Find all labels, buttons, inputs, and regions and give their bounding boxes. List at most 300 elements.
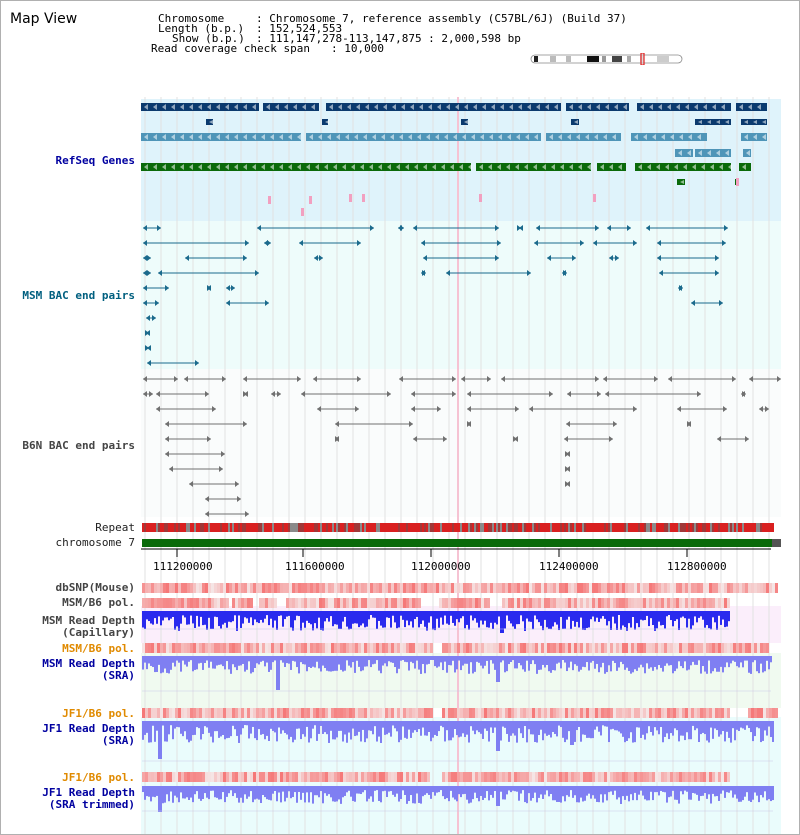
snp-heat-cell — [355, 772, 358, 782]
read-depth-bar — [248, 786, 250, 797]
read-depth-bar — [770, 656, 772, 662]
snp-heat-cell — [769, 583, 772, 593]
read-depth-bar — [454, 721, 456, 729]
track-label-jf1-depth-sra[interactable]: JF1 Read Depth — [42, 722, 135, 735]
read-depth-bar — [478, 656, 480, 663]
read-depth-bar — [476, 656, 478, 662]
read-depth-bar — [612, 721, 614, 729]
read-depth-bar — [594, 786, 596, 799]
track-label-refseq-genes[interactable]: RefSeq Genes — [55, 154, 135, 167]
read-depth-bar — [470, 611, 472, 615]
read-depth-bar — [366, 611, 368, 627]
read-depth-bar — [220, 786, 222, 799]
snp-heat-cell — [331, 643, 334, 653]
snp-heat-cell — [469, 583, 472, 593]
snp-heat-cell — [520, 598, 523, 608]
read-depth-bar — [582, 721, 584, 734]
read-depth-bar — [214, 721, 216, 731]
snp-heat-cell — [511, 708, 514, 718]
read-depth-bar — [230, 656, 232, 674]
snp-heat-cell — [460, 708, 463, 718]
snp-heat-cell — [316, 583, 319, 593]
snp-heat-cell — [397, 583, 400, 593]
read-depth-bar — [370, 786, 372, 796]
read-depth-bar — [524, 656, 526, 672]
snp-heat-cell — [340, 583, 343, 593]
snp-heat-cell — [277, 643, 280, 653]
read-depth-bar — [276, 611, 278, 630]
track-label-jf1-depth-trimmed[interactable]: JF1 Read Depth — [42, 786, 135, 799]
read-depth-bar — [166, 721, 168, 742]
read-depth-bar — [414, 656, 416, 669]
snp-heat-cell — [499, 772, 502, 782]
repeat-block — [656, 523, 658, 532]
snp-heat-cell — [346, 598, 349, 608]
snp-heat-cell — [709, 708, 712, 718]
read-depth-bar — [266, 786, 268, 799]
snp-heat-cell — [475, 708, 478, 718]
read-depth-bar — [266, 721, 268, 736]
repeat-block — [702, 523, 704, 532]
read-depth-bar — [754, 786, 756, 792]
snp-heat-cell — [157, 643, 160, 653]
read-depth-bar — [174, 656, 176, 667]
read-depth-bar — [766, 786, 768, 800]
read-depth-bar — [186, 786, 188, 797]
repeat-block — [598, 523, 600, 532]
snp-heat-cell — [286, 598, 289, 608]
read-depth-bar — [438, 721, 440, 731]
snp-heat-cell — [340, 643, 343, 653]
snp-heat-cell — [466, 598, 469, 608]
snp-heat-cell — [439, 598, 442, 608]
snp-heat-cell — [604, 598, 607, 608]
snp-heat-cell — [412, 598, 415, 608]
read-depth-bar — [692, 611, 694, 625]
snp-heat-cell — [163, 643, 166, 653]
read-depth-bar — [348, 721, 350, 733]
read-depth-bar — [310, 611, 312, 624]
snp-heat-cell — [607, 583, 610, 593]
read-depth-bar — [328, 721, 330, 743]
read-depth-bar — [164, 786, 166, 803]
read-depth-bar — [432, 721, 434, 738]
repeat-block — [616, 523, 618, 532]
read-depth-bar — [196, 656, 198, 669]
snp-heat-cell — [187, 598, 190, 608]
snp-heat-cell — [409, 708, 412, 718]
read-depth-bar — [344, 721, 346, 734]
track-label-jf1-b6-pol-trimmed[interactable]: JF1/B6 pol. — [62, 771, 135, 784]
read-depth-bar — [256, 611, 258, 622]
snp-heat-cell — [601, 708, 604, 718]
track-label-jf1-b6-pol[interactable]: JF1/B6 pol. — [62, 707, 135, 720]
repeat-block — [632, 523, 634, 532]
read-depth-bar — [150, 656, 152, 666]
snp-heat-cell — [406, 643, 409, 653]
read-depth-bar — [674, 611, 676, 621]
snp-heat-cell — [322, 772, 325, 782]
snp-heat-cell — [235, 583, 238, 593]
read-depth-bar — [650, 721, 652, 732]
snp-heat-cell — [316, 598, 319, 608]
read-depth-bar — [200, 656, 202, 663]
read-depth-bar — [380, 611, 382, 626]
read-depth-bar — [146, 656, 148, 669]
snp-heat-cell — [679, 583, 682, 593]
snp-heat-cell — [217, 643, 220, 653]
read-depth-bar — [582, 611, 584, 630]
repeat-block — [624, 523, 626, 532]
read-depth-bar — [672, 611, 674, 626]
repeat-block — [236, 523, 238, 532]
read-depth-bar — [724, 721, 726, 741]
snp-heat-cell — [313, 598, 316, 608]
read-depth-bar — [616, 656, 618, 671]
read-depth-bar — [580, 656, 582, 670]
snp-heat-cell — [379, 643, 382, 653]
read-depth-bar — [258, 656, 260, 664]
track-label-msm-b6-pol-sra[interactable]: MSM/B6 pol. — [62, 642, 135, 655]
snp-heat-cell — [628, 598, 631, 608]
snp-heat-cell — [586, 598, 589, 608]
snp-heat-cell — [649, 643, 652, 653]
snp-heat-cell — [646, 772, 649, 782]
read-depth-bar — [620, 656, 622, 662]
read-depth-bar — [202, 786, 204, 799]
read-depth-bar — [628, 656, 630, 671]
read-depth-bar — [216, 656, 218, 665]
read-depth-bar — [190, 721, 192, 741]
snp-heat-cell — [490, 772, 493, 782]
read-depth-bar — [502, 611, 504, 633]
snp-heat-cell — [523, 643, 526, 653]
read-depth-bar — [150, 721, 152, 742]
read-depth-bar — [500, 786, 502, 792]
snp-heat-cell — [676, 598, 679, 608]
snp-heat-cell — [244, 708, 247, 718]
snp-heat-cell — [697, 643, 700, 653]
read-depth-bar — [392, 721, 394, 725]
read-depth-bar — [348, 656, 350, 666]
snp-heat-cell — [337, 583, 340, 593]
snp-heat-cell — [322, 583, 325, 593]
snp-heat-cell — [763, 583, 766, 593]
snp-heat-cell — [277, 772, 280, 782]
read-depth-bar — [722, 786, 724, 791]
snp-heat-cell — [292, 708, 295, 718]
read-depth-bar — [422, 611, 424, 620]
repeat-block — [524, 523, 526, 532]
read-depth-bar — [710, 656, 712, 673]
repeat-block — [348, 523, 350, 532]
read-depth-bar — [204, 721, 206, 726]
read-depth-bar — [530, 656, 532, 664]
track-label-chromosome[interactable]: chromosome 7 — [55, 536, 135, 549]
repeat-block — [596, 523, 598, 532]
read-depth-bar — [550, 786, 552, 794]
read-depth-bar — [724, 786, 726, 798]
read-depth-bar — [232, 786, 234, 796]
read-depth-bar — [514, 721, 516, 736]
track-label-msm-b6-pol[interactable]: MSM/B6 pol. — [62, 596, 135, 609]
snp-heat-cell — [346, 583, 349, 593]
read-depth-bar — [708, 611, 710, 628]
read-depth-bar — [410, 721, 412, 738]
repeat-block — [334, 523, 336, 532]
snp-heat-cell — [667, 643, 670, 653]
repeat-block — [430, 523, 432, 532]
track-label-repeat[interactable]: Repeat — [95, 521, 135, 534]
read-depth-bar — [596, 611, 598, 618]
snp-heat-cell — [400, 643, 403, 653]
read-depth-bar — [568, 721, 570, 731]
read-depth-bar — [552, 656, 554, 670]
snp-heat-cell — [655, 772, 658, 782]
snp-heat-cell — [481, 583, 484, 593]
read-depth-bar — [386, 656, 388, 666]
snp-heat-cell — [703, 708, 706, 718]
snp-heat-cell — [550, 583, 553, 593]
read-depth-bar — [656, 611, 658, 628]
read-depth-bar — [646, 611, 648, 616]
snp-heat-cell — [265, 772, 268, 782]
read-depth-bar — [430, 786, 432, 799]
track-label-dbsnp[interactable]: dbSNP(Mouse) — [55, 581, 135, 594]
repeat-block — [744, 523, 746, 532]
snp-heat-cell — [508, 583, 511, 593]
read-depth-bar — [460, 611, 462, 618]
read-depth-bar — [296, 786, 298, 803]
snp-heat-cell — [391, 708, 394, 718]
read-depth-bar — [372, 721, 374, 734]
repeat-block — [450, 523, 452, 532]
b6n-bac-band — [141, 369, 781, 517]
read-depth-bar — [450, 721, 452, 740]
read-depth-bar — [486, 786, 488, 791]
read-depth-bar — [186, 656, 188, 667]
read-depth-bar — [372, 611, 374, 618]
snp-heat-cell — [220, 643, 223, 653]
repeat-block — [364, 523, 366, 532]
read-depth-bar — [692, 656, 694, 662]
snp-heat-cell — [553, 643, 556, 653]
read-depth-bar — [394, 611, 396, 622]
snp-heat-cell — [652, 583, 655, 593]
repeat-block — [518, 523, 520, 532]
read-depth-bar — [342, 721, 344, 742]
repeat-block — [332, 523, 334, 532]
snp-heat-cell — [592, 772, 595, 782]
read-depth-bar — [736, 786, 738, 799]
repeat-block — [436, 523, 438, 532]
snp-heat-cell — [199, 772, 202, 782]
snp-heat-cell — [478, 708, 481, 718]
snp-heat-cell — [649, 708, 652, 718]
snp-heat-cell — [616, 598, 619, 608]
read-depth-bar — [212, 786, 214, 791]
snp-heat-cell — [298, 643, 301, 653]
track-label-b6n-bac[interactable]: B6N BAC end pairs — [22, 439, 135, 452]
read-depth-bar — [642, 721, 644, 735]
read-depth-bar — [360, 721, 362, 741]
snp-heat-cell — [754, 643, 757, 653]
snp-heat-cell — [586, 643, 589, 653]
read-depth-bar — [270, 721, 272, 729]
read-depth-bar — [672, 656, 674, 673]
repeat-block — [688, 523, 690, 532]
snp-heat-cell — [754, 708, 757, 718]
read-depth-bar — [228, 721, 230, 738]
read-depth-bar — [626, 611, 628, 631]
snp-heat-cell — [424, 643, 427, 653]
snp-heat-cell — [250, 708, 253, 718]
read-depth-bar — [566, 656, 568, 671]
read-depth-bar — [390, 656, 392, 662]
read-depth-bar — [664, 721, 666, 737]
snp-heat-cell — [538, 772, 541, 782]
snp-heat-cell — [508, 598, 511, 608]
read-depth-bar — [624, 786, 626, 800]
repeat-block — [730, 523, 732, 532]
read-depth-bar — [496, 611, 498, 624]
track-label-msm-depth-sra[interactable]: MSM Read Depth — [42, 657, 135, 670]
read-depth-bar — [212, 656, 214, 669]
read-depth-bar — [176, 786, 178, 798]
read-depth-bar — [722, 656, 724, 672]
read-depth-bar — [660, 611, 662, 625]
snp-heat-cell — [622, 643, 625, 653]
read-depth-bar — [746, 656, 748, 661]
snp-heat-cell — [493, 772, 496, 782]
snp-heat-cell — [193, 583, 196, 593]
read-depth-bar — [228, 786, 230, 793]
read-depth-bar — [538, 656, 540, 670]
read-depth-bar — [712, 656, 714, 671]
repeat-block — [628, 523, 630, 532]
axis-tick-label: 112000000 — [411, 560, 471, 573]
read-depth-bar — [256, 721, 258, 740]
read-depth-bar — [612, 611, 614, 617]
read-depth-bar — [288, 656, 290, 664]
read-depth-bar — [332, 611, 334, 626]
read-depth-bar — [652, 786, 654, 800]
snp-heat-cell — [619, 772, 622, 782]
read-depth-bar — [644, 721, 646, 740]
read-depth-bar — [684, 721, 686, 740]
repeat-block — [358, 523, 360, 532]
read-depth-bar — [696, 786, 698, 795]
read-depth-bar — [760, 656, 762, 664]
read-depth-bar — [640, 656, 642, 665]
read-depth-bar — [742, 656, 744, 667]
read-depth-bar — [434, 786, 436, 796]
snp-heat-cell — [541, 708, 544, 718]
read-depth-bar — [606, 786, 608, 800]
repeat-block — [412, 523, 414, 532]
read-depth-bar — [692, 721, 694, 726]
snp-heat-cell — [535, 598, 538, 608]
read-depth-bar — [262, 786, 264, 795]
snp-heat-cell — [766, 708, 769, 718]
snp-heat-cell — [370, 598, 373, 608]
repeat-block — [448, 523, 450, 532]
track-label-msm-bac[interactable]: MSM BAC end pairs — [22, 289, 135, 302]
repeat-block — [714, 523, 716, 532]
gene-marker — [736, 178, 739, 186]
snp-heat-cell — [613, 643, 616, 653]
snp-heat-cell — [463, 598, 466, 608]
read-depth-bar — [152, 786, 154, 797]
repeat-block — [280, 523, 282, 532]
read-depth-bar — [364, 656, 366, 667]
snp-heat-cell — [367, 598, 370, 608]
read-depth-bar — [272, 656, 274, 662]
read-depth-bar — [682, 721, 684, 736]
read-depth-bar — [656, 656, 658, 669]
read-depth-bar — [252, 611, 254, 625]
repeat-block — [188, 523, 190, 532]
repeat-block — [234, 523, 236, 532]
repeat-block — [204, 523, 206, 532]
snp-heat-cell — [541, 598, 544, 608]
snp-heat-cell — [724, 643, 727, 653]
read-depth-bar — [432, 656, 434, 660]
read-depth-bar — [582, 786, 584, 801]
read-depth-bar — [590, 721, 592, 738]
read-depth-bar — [738, 721, 740, 731]
snp-heat-cell — [166, 772, 169, 782]
read-depth-bar — [482, 786, 484, 800]
snp-heat-cell — [691, 708, 694, 718]
repeat-block — [330, 523, 332, 532]
repeat-block — [176, 523, 178, 532]
snp-heat-cell — [199, 708, 202, 718]
snp-heat-cell — [703, 583, 706, 593]
snp-heat-cell — [196, 643, 199, 653]
read-depth-bar — [318, 611, 320, 618]
snp-heat-cell — [244, 583, 247, 593]
read-depth-bar — [412, 656, 414, 663]
read-depth-bar — [324, 721, 326, 732]
track-label-msm-depth-capillary[interactable]: MSM Read Depth — [42, 614, 135, 627]
read-depth-bar — [562, 786, 564, 796]
read-depth-bar — [628, 721, 630, 738]
read-depth-bar — [270, 611, 272, 619]
repeat-block — [352, 523, 354, 532]
snp-heat-cell — [517, 583, 520, 593]
snp-heat-cell — [712, 643, 715, 653]
repeat-block — [654, 523, 656, 532]
read-depth-bar — [352, 786, 354, 801]
snp-heat-cell — [172, 643, 175, 653]
read-depth-bar — [764, 721, 766, 730]
read-depth-bar — [180, 611, 182, 624]
read-depth-bar — [760, 721, 762, 742]
snp-heat-cell — [526, 708, 529, 718]
read-depth-bar — [244, 721, 246, 725]
snp-heat-cell — [262, 772, 265, 782]
repeat-block — [424, 523, 426, 532]
read-depth-bar — [144, 721, 146, 735]
read-depth-bar — [600, 721, 602, 735]
read-depth-bar — [426, 611, 428, 631]
snp-heat-cell — [496, 708, 499, 718]
read-depth-bar — [254, 611, 256, 619]
snp-heat-cell — [211, 598, 214, 608]
snp-heat-cell — [721, 772, 724, 782]
snp-heat-cell — [727, 598, 730, 608]
